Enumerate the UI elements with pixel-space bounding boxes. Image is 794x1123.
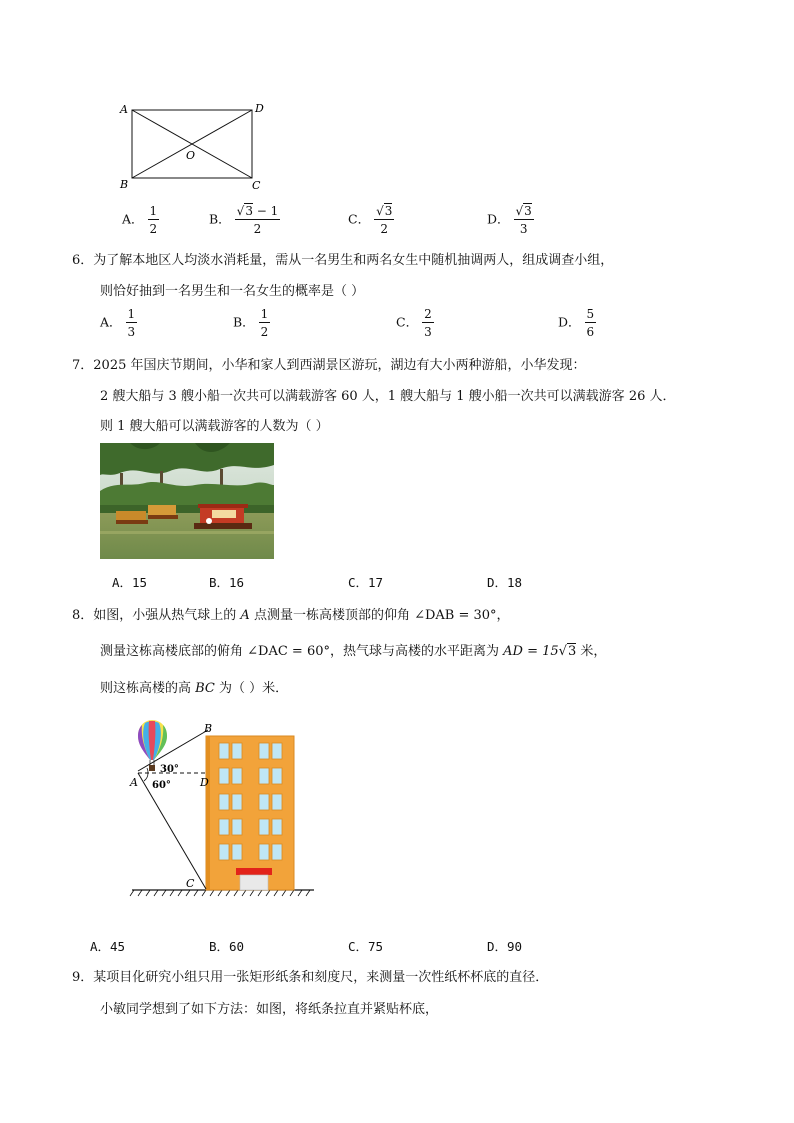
fraction: $\frac{√3}{3}$ <box>515 204 532 236</box>
q7-option-d[interactable]: D．18 <box>487 575 523 590</box>
q6-option-c[interactable]: C． $\frac{2}{3}$ <box>396 307 432 339</box>
angle-30-label: 30° <box>160 764 179 775</box>
q7-stem-line1: 7．2025 年国庆节期间，小华和家人到西湖景区游玩，湖边有大小两种游船，小华发现： <box>72 358 586 373</box>
label-B: B <box>120 178 129 191</box>
q8-option-b[interactable]: B．60 <box>209 939 245 954</box>
label-D: D <box>255 102 264 115</box>
boats-on-lake-photo <box>100 443 274 559</box>
q7-stem-line3: 则 1 艘大船可以满载游客的人数为（ ） <box>100 419 329 434</box>
fraction: $\frac{1}{3}$ <box>127 307 136 339</box>
label-A: A <box>130 776 138 789</box>
balloon-building-figure <box>118 718 318 900</box>
q9-stem-line2: 小敏同学想到了如下方法：如图，将纸条拉直并紧贴杯底， <box>100 1002 439 1017</box>
question-number: 9． <box>72 970 94 985</box>
q7-option-b[interactable]: B．16 <box>209 575 245 590</box>
q5-option-b[interactable]: B． $\frac{√3 - 1}{2}$ <box>209 204 279 236</box>
label-A: A <box>120 103 128 116</box>
question-number: 7． <box>72 358 94 373</box>
angle-60-label: 60° <box>152 780 171 791</box>
rectangle-figure <box>110 98 280 196</box>
label-D: D <box>200 776 209 789</box>
q6-stem-line2: 则恰好抽到一名男生和一名女生的概率是（ ） <box>100 284 365 299</box>
fraction: $\frac{√3 - 1}{2}$ <box>236 204 279 236</box>
q8-stem-line1: 8．如图，小强从热气球上的 A 点测量一栋高楼顶部的仰角 ∠DAB = 30°， <box>72 608 510 623</box>
label-O: O <box>186 149 196 162</box>
q8-option-d[interactable]: D．90 <box>487 939 523 954</box>
fraction: $\frac{√3}{2}$ <box>376 204 393 236</box>
q8-stem-line3: 则这栋高楼的高 BC 为（ ）米． <box>100 681 289 696</box>
q6-option-d[interactable]: D． $\frac{5}{6}$ <box>558 307 595 339</box>
fraction: $\frac{1}{2}$ <box>260 307 269 339</box>
q5-option-c[interactable]: C． $\frac{√3}{2}$ <box>348 204 393 236</box>
q8-stem-line2: 测量这栋高楼底部的俯角 ∠DAC = 60°，热气球与高楼的水平距离为 AD = 15√3 米， <box>100 644 607 659</box>
question-number: 8． <box>72 608 94 623</box>
question-number: 6． <box>72 253 94 268</box>
q5-option-a[interactable]: A． $\frac{1}{2}$ <box>122 204 158 236</box>
q8-option-c[interactable]: C．75 <box>348 939 384 954</box>
q8-option-a[interactable]: A．45 <box>90 939 126 954</box>
q9-stem-line1: 9．某项目化研究小组只用一张矩形纸条和刻度尺，来测量一次性纸杯杯底的直径． <box>72 970 549 985</box>
fraction: $\frac{1}{2}$ <box>149 204 158 236</box>
q7-stem-line2: 2 艘大船与 3 艘小船一次共可以满载游客 60 人，1 艘大船与 1 艘小船一次共可以满载游客 26 人． <box>100 389 676 404</box>
label-C: C <box>252 179 261 192</box>
label-B: B <box>204 722 213 735</box>
label-C: C <box>186 877 195 890</box>
q6-stem-line1: 6．为了解本地区人均淡水消耗量，需从一名男生和两名女生中随机抽调两人，组成调查小组， <box>72 253 614 268</box>
q7-option-c[interactable]: C．17 <box>348 575 384 590</box>
q6-option-b[interactable]: B． $\frac{1}{2}$ <box>233 307 269 339</box>
q5-option-d[interactable]: D． $\frac{√3}{3}$ <box>487 204 532 236</box>
fraction: $\frac{2}{3}$ <box>424 307 432 339</box>
q7-option-a[interactable]: A．15 <box>112 575 148 590</box>
q6-option-a[interactable]: A． $\frac{1}{3}$ <box>100 307 136 339</box>
fraction: $\frac{5}{6}$ <box>586 307 595 339</box>
